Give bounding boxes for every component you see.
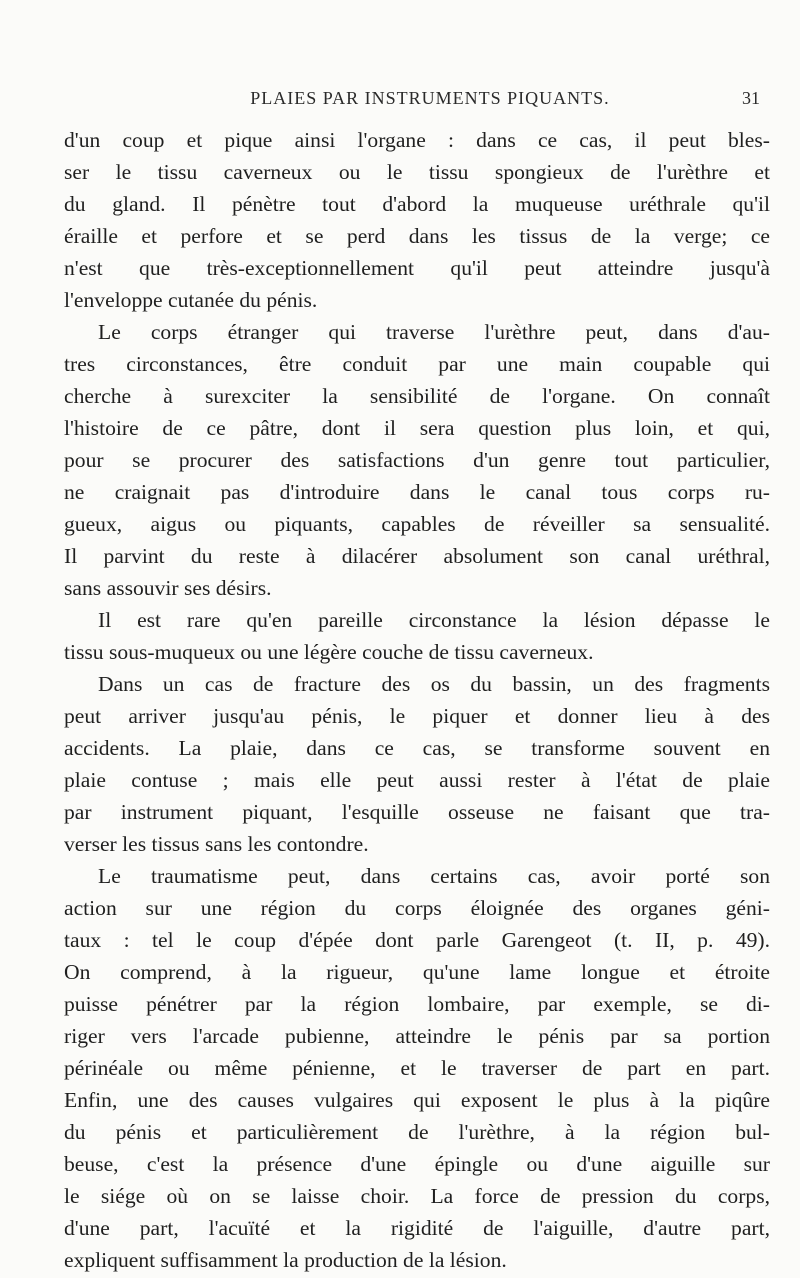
text-line: Le corps étranger qui traverse l'urèthre peut, dans d'au- (98, 320, 770, 344)
text-line: tissu sous-muqueux ou une légère couche de tissu caverneux. (64, 640, 594, 664)
text-line: du pénis et particulièrement de l'urèthre, à la région bul- (64, 1120, 770, 1144)
text-line: sans assouvir ses désirs. (64, 576, 272, 600)
text-line: tres circonstances, être conduit par une main coupable qui (64, 352, 770, 376)
text-line: n'est que très-exceptionnellement qu'il peut atteindre jusqu'à (64, 256, 770, 280)
body-text (64, 124, 770, 1276)
text-line: verser les tissus sans les contondre. (64, 832, 369, 856)
text-line: ne craignait pas d'introduire dans le canal tous corps ru- (64, 480, 770, 504)
text-line: Le traumatisme peut, dans certains cas, avoir porté son (98, 864, 770, 888)
text-line: Il est rare qu'en pareille circonstance la lésion dépasse le (98, 608, 770, 632)
text-line: éraille et perfore et se perd dans les tissus de la verge; ce (64, 224, 770, 248)
text-line: par instrument piquant, l'esquille osseuse ne faisant que tra- (64, 800, 770, 824)
text-line: beuse, c'est la présence d'une épingle ou d'une aiguille sur (64, 1152, 770, 1176)
running-head-title: PLAIES PAR INSTRUMENTS PIQUANTS. (250, 88, 610, 108)
text-line: pour se procurer des satisfactions d'un genre tout particulier, (64, 448, 770, 472)
text-line: d'une part, l'acuïté et la rigidité de l'aiguille, d'autre part, (64, 1216, 770, 1240)
text-line: périnéale ou même pénienne, et le traverser de part en part. (64, 1056, 770, 1080)
text-line: action sur une région du corps éloignée des organes géni- (64, 896, 770, 920)
text-line: plaie contuse ; mais elle peut aussi rester à l'état de plaie (64, 768, 770, 792)
text-line: Enfin, une des causes vulgaires qui exposent le plus à la piqûre (64, 1088, 770, 1112)
text-line: l'histoire de ce pâtre, dont il sera question plus loin, et qui, (64, 416, 770, 440)
text-line: Dans un cas de fracture des os du bassin, un des fragments (98, 672, 770, 696)
text-line: l'enveloppe cutanée du pénis. (64, 288, 318, 312)
text-line: le siége où on se laisse choir. La force de pression du corps, (64, 1184, 770, 1208)
text-line: puisse pénétrer par la région lombaire, par exemple, se di- (64, 992, 770, 1016)
text-line: accidents. La plaie, dans ce cas, se transforme souvent en (64, 736, 770, 760)
text-line: Il parvint du reste à dilacérer absolument son canal uréthral, (64, 544, 770, 568)
text-line: expliquent suffisamment la production de la lésion. (64, 1248, 507, 1272)
text-line: ser le tissu caverneux ou le tissu spongieux de l'urèthre et (64, 160, 770, 184)
text-line: On comprend, à la rigueur, qu'une lame longue et étroite (64, 960, 770, 984)
text-line: gueux, aigus ou piquants, capables de réveiller sa sensualité. (64, 512, 770, 536)
text-line: riger vers l'arcade pubienne, atteindre le pénis par sa portion (64, 1024, 770, 1048)
text-line: cherche à surexciter la sensibilité de l'organe. On connaît (64, 384, 770, 408)
text-line: peut arriver jusqu'au pénis, le piquer et donner lieu à des (64, 704, 770, 728)
page-number: 31 (742, 88, 760, 108)
text-line: du gland. Il pénètre tout d'abord la muqueuse uréthrale qu'il (64, 192, 770, 216)
text-line: d'un coup et pique ainsi l'organe : dans ce cas, il peut bles- (64, 128, 770, 152)
text-line: taux : tel le coup d'épée dont parle Garengeot (t. II, p. 49). (64, 928, 770, 952)
